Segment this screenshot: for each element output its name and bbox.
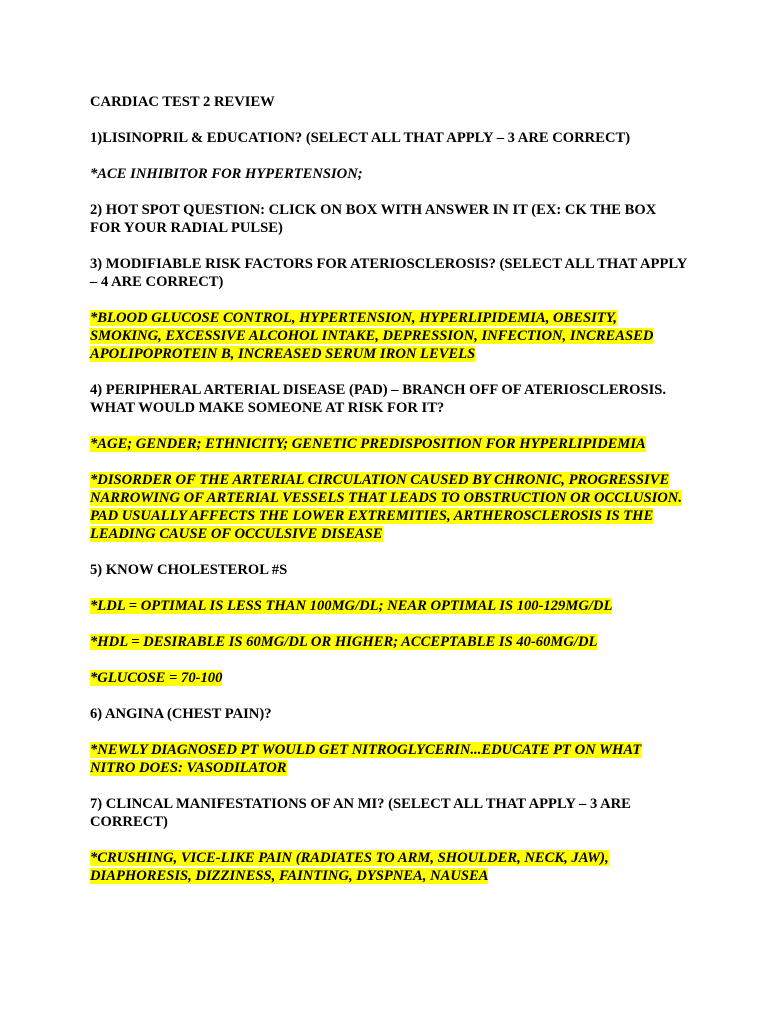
answer-4a (90, 435, 690, 453)
question-2 (90, 201, 690, 237)
answer-5-ldl (90, 597, 690, 615)
question-3-text: 3) MODIFIABLE RISK FACTORS FOR ATERIOSCLEROSIS? (SELECT ALL THAT APPLY – 4 ARE CORRECT) (90, 256, 687, 290)
answer-5-glucose-highlighted-text: *GLUCOSE = 70-100 (90, 670, 223, 686)
answer-7 (90, 849, 690, 885)
question-4 (90, 381, 690, 417)
question-6 (90, 705, 690, 723)
question-4-text: 4) PERIPHERAL ARTERIAL DISEASE (PAD) – BRANCH OFF OF ATERIOSCLEROSIS. WHAT WOULD MAKE SOMEONE AT RISK FOR IT? (90, 382, 667, 416)
question-3 (90, 255, 690, 291)
document-body (90, 93, 690, 903)
answer-1-text: *ACE INHIBITOR FOR HYPERTENSION; (90, 166, 363, 182)
question-5 (90, 561, 690, 579)
answer-5-ldl-highlighted-text: *LDL = OPTIMAL IS LESS THAN 100MG/DL; NEAR OPTIMAL IS 100-129MG/DL (90, 598, 613, 614)
answer-4b (90, 471, 690, 543)
question-1-text: 1)LISINOPRIL & EDUCATION? (SELECT ALL THAT APPLY – 3 ARE CORRECT) (90, 130, 631, 146)
answer-5-hdl-highlighted-text: *HDL = DESIRABLE IS 60MG/DL OR HIGHER; ACCEPTABLE IS 40-60MG/DL (90, 634, 598, 650)
question-7-text: 7) CLINCAL MANIFESTATIONS OF AN MI? (SELECT ALL THAT APPLY – 3 ARE CORRECT) (90, 796, 631, 830)
answer-4a-highlighted-text: *AGE; GENDER; ETHNICITY; GENETIC PREDISPOSITION FOR HYPERLIPIDEMIA (90, 436, 646, 452)
question-2-text: 2) HOT SPOT QUESTION: CLICK ON BOX WITH ANSWER IN IT (EX: CK THE BOX FOR YOUR RADIAL PULSE) (90, 202, 657, 236)
answer-5-hdl (90, 633, 690, 651)
question-1 (90, 129, 690, 147)
answer-6-highlighted-text: *NEWLY DIAGNOSED PT WOULD GET NITROGLYCERIN...EDUCATE PT ON WHAT NITRO DOES: VASODILATOR (90, 742, 642, 776)
question-6-text: 6) ANGINA (CHEST PAIN)? (90, 706, 272, 722)
answer-5-glucose (90, 669, 690, 687)
answer-4b-highlighted-text: *DISORDER OF THE ARTERIAL CIRCULATION CAUSED BY CHRONIC, PROGRESSIVE NARROWING OF ARTERIAL VESSELS THAT LEADS TO OBSTRUCTION OR OCCLUSION. PAD USUALLY AFFECTS THE LOWER EXTREMITIES, ARTHEROSCLEROSIS IS THE LEADING CAUSE OF OCCULSIVE DISEASE (90, 472, 682, 542)
answer-3 (90, 309, 690, 363)
document-title: CARDIAC TEST 2 REVIEW (90, 94, 275, 110)
answer-6 (90, 741, 690, 777)
question-5-text: 5) KNOW CHOLESTEROL #S (90, 562, 288, 578)
answer-3-highlighted-text: *BLOOD GLUCOSE CONTROL, HYPERTENSION, HYPERLIPIDEMIA, OBESITY, SMOKING, EXCESSIVE ALCOHOL INTAKE, DEPRESSION, INFECTION, INCREASED APOLIPOPROTEIN B, INCREASED SERUM IRON LEVELS (90, 310, 654, 362)
question-7 (90, 795, 690, 831)
answer-7-highlighted-text: *CRUSHING, VICE-LIKE PAIN (RADIATES TO ARM, SHOULDER, NECK, JAW), DIAPHORESIS, DIZZINESS, FAINTING, DYSPNEA, NAUSEA (90, 850, 609, 884)
answer-1 (90, 165, 690, 183)
